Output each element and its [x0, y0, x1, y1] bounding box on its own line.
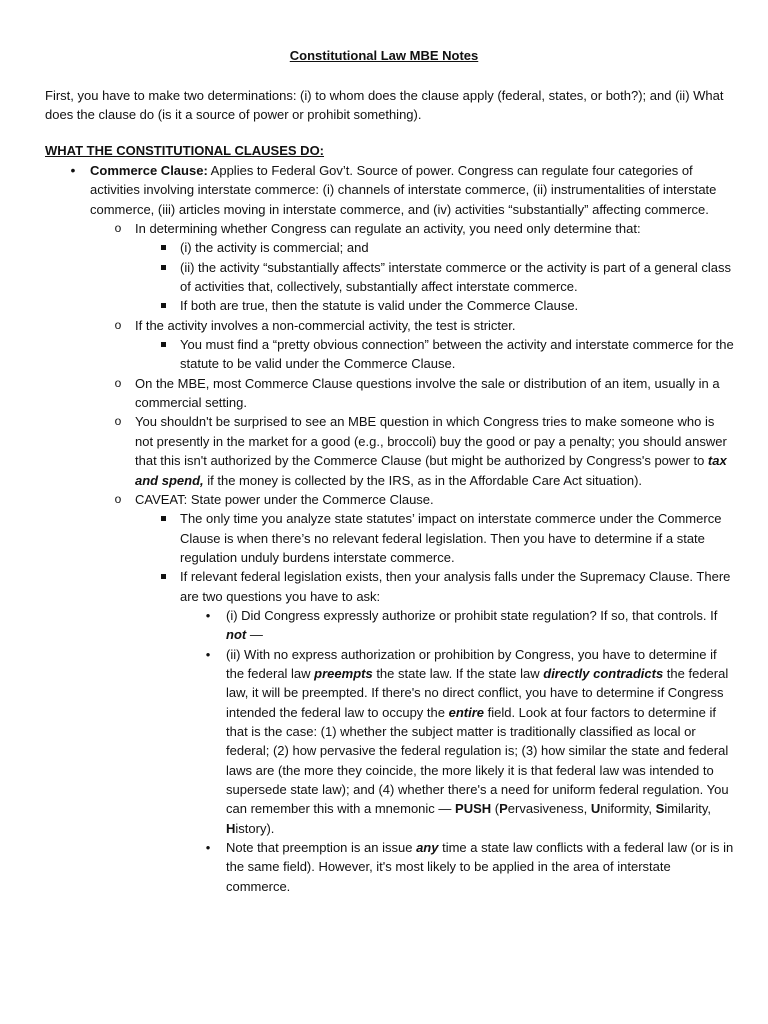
intro-paragraph: First, you have to make two determinations: (i) to whom does the clause apply (federal, states, or both?); and (ii) What does the clause do (is it a source of power or prohibit something).: [45, 88, 724, 122]
list-item-text: field. Look at four factors to determine if that is the case: (1) whether the subject matter is traditionally classified as local or federal; (2) how pervasive the federal regulation is; (3) how similar the state and federal laws are (the more they coincide, the more likely it is that federal law was intended to supersede state law); and (4) whether there's a need for uniform federal regulation. You can remember this with a mnemonic —: [226, 704, 729, 817]
list-item: [45, 316, 735, 335]
circle-bullet-icon: o: [114, 414, 122, 429]
list-item: [45, 645, 735, 838]
list-item-text: The only time you analyze state statutes’ impact on interstate commerce under the Commerce Clause is when there’s no relevant federal legislation. Then you have to determine if a state regulation unduly burdens interstate commerce.: [180, 511, 722, 565]
list-item-text: Note that preemption is an issue: [226, 840, 417, 856]
list-item: [45, 238, 735, 257]
list-item-text: CAVEAT: State power under the Commerce Clause.: [135, 491, 434, 507]
list-item-text: imilarity,: [664, 801, 712, 817]
list-item-text: —: [246, 627, 263, 643]
disc-bullet-icon: •: [70, 162, 76, 178]
list-item-text: You shouldn't be surprised to see an MBE question in which Congress tries to make someone who is not presently in the market for a good (e.g., broccoli) buy the good or pay a penalty; you should answer that this isn't authorized by the Commerce Clause (but might be authorized by Congress's power to: [135, 414, 727, 469]
list-item-text: If the activity involves a non-commercial activity, the test is stricter.: [135, 317, 516, 333]
list-item-text: (i) the activity is commercial; and: [180, 240, 369, 256]
list-item: [45, 509, 735, 567]
page-title: Constitutional Law MBE Notes: [289, 48, 479, 63]
mnemonic-letter: H: [226, 820, 236, 836]
list-item-text: ervasiveness,: [507, 801, 591, 817]
list-item: [45, 258, 735, 297]
list-item-text: the state law. If the state law: [372, 665, 544, 681]
list-item-text: (: [491, 801, 500, 817]
list-item: [45, 490, 735, 509]
square-bullet-icon: [157, 238, 169, 257]
list-item-text: (i) Did Congress expressly authorize or prohibit state regulation? If so, that controls. If: [226, 607, 718, 623]
list-item: [45, 567, 735, 606]
list-item: [45, 296, 735, 315]
list-item: [45, 606, 735, 645]
list-item-text: istory).: [235, 820, 275, 836]
emphasis-text: entire: [448, 704, 484, 720]
emphasis-text: directly contradicts: [543, 665, 664, 681]
list-item: [45, 374, 735, 413]
mnemonic-push: PUSH: [455, 801, 492, 817]
list-item: [45, 335, 735, 374]
list-item-text: (ii) the activity “substantially affects” interstate commerce or the activity is part of a general class of activities that, collectively, substantially affect interstate commerce.: [180, 259, 732, 295]
list-item: [45, 412, 735, 489]
commerce-clause-label: Commerce Clause:: [90, 163, 208, 178]
square-bullet-icon: [157, 258, 169, 277]
notes-list: [45, 161, 735, 896]
circle-bullet-icon: o: [114, 317, 122, 332]
square-bullet-icon: [157, 335, 169, 354]
circle-bullet-icon: o: [114, 375, 122, 390]
emphasis-text: any: [416, 840, 439, 856]
emphasis-text: tax and spend,: [135, 453, 727, 488]
mnemonic-letter: U: [590, 801, 601, 817]
list-item-text: the federal law, it will be preempted. If there's no direct conflict, you have to determine if Congress intended the federal law to occupy the: [226, 665, 729, 720]
square-bullet-icon: [157, 567, 169, 586]
disc-bullet-icon: •: [205, 646, 211, 662]
list-item-text: niformity,: [600, 801, 656, 817]
emphasis-text: not: [226, 627, 247, 643]
section-heading: WHAT THE CONSTITUTIONAL CLAUSES DO:: [45, 143, 325, 158]
square-bullet-icon: [157, 509, 169, 528]
list-item-text: If relevant federal legislation exists, then your analysis falls under the Supremacy Clause. There are two questions you have to ask:: [180, 569, 731, 604]
commerce-clause-text: Applies to Federal Gov’t. Source of power. Congress can regulate four categories of activities involving interstate commerce: (i) channels of interstate commerce, (ii) instrumentalities of interstate commerce, (iii) articles moving in interstate commerce, and (iv) activities “substantially” affecting commerce.: [90, 163, 717, 217]
list-item-text: time a state law conflicts with a federal law (or is in the same field). However, it's most likely to be applied in the area of interstate commerce.: [226, 840, 734, 894]
emphasis-text: preempts: [314, 665, 373, 681]
disc-bullet-icon: •: [205, 607, 211, 623]
square-bullet-icon: [157, 296, 169, 315]
mnemonic-letter: S: [655, 801, 665, 817]
circle-bullet-icon: o: [114, 491, 122, 506]
list-item-text: In determining whether Congress can regulate an activity, you need only determine that:: [135, 221, 641, 237]
list-item-text: (ii) With no express authorization or prohibition by Congress, you have to determine if the federal law: [226, 646, 717, 681]
mnemonic-letter: P: [499, 801, 508, 817]
circle-bullet-icon: o: [114, 221, 122, 236]
list-item-text: On the MBE, most Commerce Clause questions involve the sale or distribution of an item, usually in a commercial setting.: [135, 375, 720, 411]
list-item-text: You must find a “pretty obvious connection” between the activity and interstate commerce for the statute to be valid under the Commerce Clause.: [180, 337, 734, 372]
list-item: [45, 161, 735, 219]
list-item-text: if the money is collected by the IRS, as in the Affordable Care Act situation).: [203, 472, 643, 488]
disc-bullet-icon: •: [205, 840, 211, 856]
list-item: [45, 838, 735, 896]
list-item: [45, 219, 735, 238]
list-item-text: If both are true, then the statute is valid under the Commerce Clause.: [180, 298, 579, 314]
